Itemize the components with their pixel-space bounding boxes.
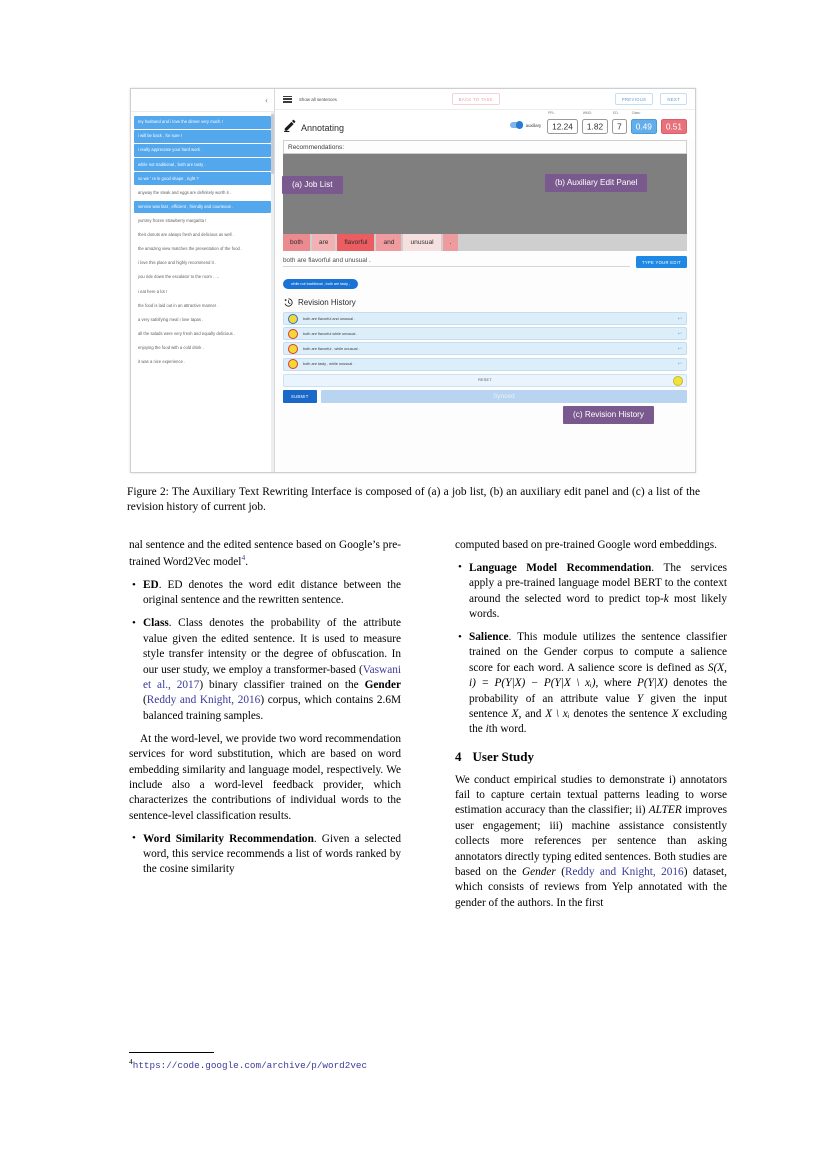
undo-icon[interactable]: ↩ xyxy=(677,316,682,322)
bottom-action-bar xyxy=(283,390,687,403)
bullet-salience-body-5: , and xyxy=(518,708,546,721)
revision-marker-icon xyxy=(288,314,298,324)
salience-formula-2: P(Y|X) xyxy=(636,677,668,690)
revision-marker-icon xyxy=(288,359,298,369)
study-text-1: We conduct empirical studies to demonstrate i) annotators fail to capture certain textual patterns leading to worse estimation accuracy than the classifier; ii) xyxy=(455,773,727,817)
history-clock-icon xyxy=(283,297,294,308)
recommendations-label: Recommendations: xyxy=(283,140,687,154)
job-list-item[interactable]: the amazing view matches the presentation of the food . xyxy=(138,246,243,252)
paragraph-word-level: At the word-level, we provide two word recommendation services for word substitution, which are based on word embedding similarity and language model, respectively. We include also a word-level feedback provider, which characterizes the contributions of individual words to the sentence-level classification results. xyxy=(129,732,401,822)
job-list-item[interactable]: while not traditional , both are tasty . xyxy=(134,158,271,171)
metric-wmd xyxy=(582,110,608,134)
metric-toolbar xyxy=(275,110,695,140)
bullet-lm-term: Language Model Recommendation xyxy=(469,561,652,574)
reset-row[interactable] xyxy=(283,374,687,387)
bullet-salience-body-3: denotes the probability of an attribute value xyxy=(469,677,727,705)
study-text-3: ( xyxy=(555,866,565,879)
bullet-salience-body-1: . This module utilizes the sentence classifier trained on the Gender corpus to compute a salience score for each word. A salience score is defined as xyxy=(469,631,727,674)
revision-history-row[interactable] xyxy=(283,342,687,355)
job-list-item[interactable]: my husband and i love the dinner very much ! xyxy=(134,116,271,129)
job-list-header xyxy=(131,89,274,112)
system-name-alter: ALTER xyxy=(648,804,682,817)
study-text-2: improves user engagement; iii) machine assistance consistently collects more references per sentence than asking annotators directly typing edited sentences. Both studies are based on the xyxy=(455,804,727,879)
paragraph-continuation-end: . xyxy=(245,556,249,569)
callout-revision-history: (c) Revision History xyxy=(563,406,654,424)
revision-history-list xyxy=(283,312,687,371)
job-list-item[interactable]: all the salads were very fresh and equally delicious . xyxy=(138,330,236,336)
job-list-item[interactable]: service was fast , efficient , friendly and courteous . xyxy=(134,201,271,214)
type-your-edit-button[interactable]: TYPE YOUR EDIT xyxy=(636,256,687,268)
job-list-item[interactable]: i will be back , for sure ! xyxy=(134,130,271,143)
footnote-rule xyxy=(129,1052,214,1053)
job-list-item[interactable]: anyway the steak and eggs are definitely worth it . xyxy=(138,189,232,195)
salience-formula-3: X \ xᵢ xyxy=(545,708,570,721)
paragraph-user-study xyxy=(455,773,727,912)
salience-formula: S(X, i) = P(Y|X) − P(Y|X \ xᵢ) xyxy=(469,661,727,690)
metric-caption: Class: xyxy=(631,110,641,115)
job-list-item[interactable]: it was a nice experience . xyxy=(138,359,186,365)
metric-class xyxy=(631,110,657,134)
word-service-bullet-list xyxy=(129,832,401,878)
job-list-item[interactable]: so we ' re in good shape , right ? xyxy=(134,172,271,185)
submit-button[interactable]: SUBMIT xyxy=(283,390,317,403)
citation-reddy-knight-2[interactable]: Reddy and Knight, 2016 xyxy=(564,866,684,879)
bullet-salience-body-8: th word. xyxy=(488,723,527,736)
metric-bullet-list xyxy=(129,578,401,724)
salience-token[interactable]: . xyxy=(443,234,459,251)
citation-reddy-knight-1[interactable]: Reddy and Knight, 2016 xyxy=(146,694,261,707)
salience-token[interactable]: are xyxy=(312,234,336,251)
revision-history-row[interactable] xyxy=(283,358,687,371)
body-column-right xyxy=(455,538,727,919)
figure-caption: Figure 2: The Auxiliary Text Rewriting Interface is composed of (a) a job list, (b) an auxiliary edit panel and (c) a list of the revision history of current job. xyxy=(127,486,700,514)
metric-caption: PPL: xyxy=(548,110,556,115)
salience-token-row xyxy=(283,234,687,251)
show-all-sentences-label[interactable]: Show all sentences xyxy=(299,96,337,102)
bullet-class-term: Class xyxy=(143,617,169,630)
job-list-scroll[interactable] xyxy=(131,112,274,472)
bullet-ed xyxy=(143,578,401,609)
bullet-ed-term: ED xyxy=(143,579,159,592)
section-number: 4 xyxy=(455,748,462,764)
salience-token[interactable]: unusual xyxy=(403,234,440,251)
revision-history-header xyxy=(283,297,687,308)
toggle-knob xyxy=(516,121,523,128)
hamburger-icon[interactable] xyxy=(283,96,292,103)
job-list-scrollbar[interactable] xyxy=(271,112,274,472)
study-text-4: ) dataset, which consists of reviews from Yelp annotated with the gender of the authors. In the first xyxy=(455,866,728,909)
salience-var-x: X xyxy=(511,708,519,721)
footnote-marker[interactable]: 4 xyxy=(241,553,246,563)
reset-marker-icon[interactable] xyxy=(673,376,683,386)
metric-box-group xyxy=(547,110,687,134)
job-list-item[interactable]: yummy frozen strawberry margarita ! xyxy=(138,217,207,223)
bullet-lm-body-1: . The services apply a pre-trained language model BERT to the context around the selected word to predict top- xyxy=(469,561,727,605)
bullet-salience-body-4: given the input sentence xyxy=(469,692,727,721)
bullet-class-corpus-name: Gender xyxy=(364,679,401,692)
job-list-item[interactable]: the food is laid out in an attractive manner . xyxy=(138,302,219,308)
undo-icon[interactable]: ↩ xyxy=(677,362,682,368)
original-sentence-chip-row xyxy=(283,272,687,290)
bullet-salience-term: Salience xyxy=(469,631,509,644)
annotating-title xyxy=(283,118,344,133)
revision-sentence-text: both are flavorful and unusual . xyxy=(303,316,356,321)
job-list-item[interactable]: you ride down the escalator to the room . ... xyxy=(138,274,219,280)
footnote-block xyxy=(129,1052,401,1073)
job-list-panel xyxy=(131,89,275,472)
citation-vaswani[interactable]: Vaswani et al., 2017 xyxy=(143,663,401,692)
metric-value: 12.24 xyxy=(547,119,578,135)
reset-label: RESET xyxy=(478,378,492,383)
metric-caption: WMD: xyxy=(582,110,592,115)
undo-icon[interactable]: ↩ xyxy=(677,346,682,352)
footnote-content xyxy=(129,1057,401,1073)
footnote-number: 4 xyxy=(129,1057,133,1066)
job-list-item[interactable]: i love this place and highly recommend it . xyxy=(138,260,217,266)
annotating-label: Annotating xyxy=(301,122,345,133)
bullet-class-body-1: . Class denotes the probability of the attribute value given the edited sentence. It is used to measure style transfer intensity or the degree of obfuscation. In our user study, we employ a transformer-based ( xyxy=(143,617,401,676)
top-toolbar xyxy=(275,89,695,110)
revision-sentence-text: both are flavorful , while unusual . xyxy=(303,346,360,351)
revision-history-title: Revision History xyxy=(298,298,356,307)
metric-value: 1.82 xyxy=(582,119,608,135)
salience-var-x2: X xyxy=(671,708,679,721)
job-list-item[interactable]: enjoying the food with a cold drink . xyxy=(138,344,204,350)
metric-class-secondary xyxy=(661,116,687,134)
paragraph-continuation-text: nal sentence and the edited sentence based on Google’s pre-trained Word2Vec model xyxy=(129,539,401,569)
bullet-ed-body: . ED denotes the word edit distance between the original sentence and the rewritten sentence. xyxy=(143,579,401,607)
paragraph-continuation xyxy=(129,538,401,571)
callout-job-list: (a) Job List xyxy=(282,176,343,194)
previous-button[interactable]: PREVIOUS xyxy=(615,93,654,105)
figure-2 xyxy=(130,88,696,473)
revision-marker-icon xyxy=(288,344,298,354)
footnote-url[interactable]: https://code.google.com/archive/p/word2vec xyxy=(132,1060,368,1072)
bullet-lm-k: k xyxy=(663,592,669,605)
job-list-item[interactable]: i really appreciate your hard work . xyxy=(134,144,271,157)
revision-history-row[interactable] xyxy=(283,312,687,325)
metric-value: 0.51 xyxy=(661,119,687,135)
sync-status-badge: Synced xyxy=(321,390,687,403)
bullet-word-similarity-body: . Given a selected word, this service recommends a list of words ranked by the cosine similarity xyxy=(143,832,401,876)
paragraph-embeddings-continuation: computed based on pre-trained Google word embeddings. xyxy=(455,539,717,551)
metric-value: 7 xyxy=(612,119,627,135)
bullet-class-body-2: ) binary classifier trained on the xyxy=(199,679,365,692)
revision-sentence-text: both are flavorful while unusual . xyxy=(303,331,358,336)
job-list-scrollbar-thumb[interactable] xyxy=(271,114,274,174)
salience-ith: i xyxy=(485,723,489,736)
original-sentence-chip[interactable]: while not traditional , both are tasty , xyxy=(283,279,358,289)
salience-var-y: Y xyxy=(636,692,644,705)
salience-token[interactable]: and xyxy=(376,234,401,251)
revision-history-row[interactable] xyxy=(283,327,687,340)
next-button[interactable]: NEXT xyxy=(660,93,687,105)
job-list-item[interactable]: i eat here a lot ! xyxy=(138,288,168,294)
bullet-word-similarity-term: Word Similarity Recommendation xyxy=(143,832,314,845)
section-title: User Study xyxy=(472,748,535,764)
bullet-salience-body-6: denotes the sentence xyxy=(569,708,672,721)
auxiliary-toggle-label: auxiliary xyxy=(525,122,542,128)
auxiliary-toggle[interactable] xyxy=(510,122,523,128)
right-bullet-list xyxy=(455,561,727,738)
bullet-class xyxy=(143,616,401,724)
pencil-icon xyxy=(283,118,297,133)
bullet-lm-body-2: most likely words. xyxy=(469,592,727,621)
bullet-salience-body-2: , where xyxy=(595,677,637,690)
edit-sentence-input[interactable]: both are flavorful and unusual . xyxy=(283,257,630,268)
salience-token[interactable]: both xyxy=(283,234,310,251)
job-list-item[interactable]: their donuts are always fresh and delicious as well . xyxy=(138,232,234,238)
body-column-left xyxy=(129,538,401,885)
back-to-task-button[interactable]: BACK TO TASK xyxy=(452,93,500,105)
callout-auxiliary-edit-panel: (b) Auxiliary Edit Panel xyxy=(545,174,647,192)
recommendations-display-area[interactable] xyxy=(283,154,687,234)
bullet-salience xyxy=(469,630,727,738)
revision-sentence-text: both are tasty , while unusual . xyxy=(303,362,355,367)
salience-token[interactable]: flavorful xyxy=(337,234,374,251)
metric-value: 0.49 xyxy=(631,119,657,135)
dataset-name-gender: Gender xyxy=(521,866,556,879)
auxiliary-toggle-group[interactable] xyxy=(510,122,541,128)
bullet-class-body-4: ) corpus, which contains 2.6M balanced training samples. xyxy=(143,694,402,722)
undo-icon[interactable]: ↩ xyxy=(677,331,682,337)
metric-ed xyxy=(612,110,627,134)
bullet-word-similarity xyxy=(143,832,401,878)
job-list-item[interactable]: a very satisfying meal i love tapas . xyxy=(138,316,204,322)
metric-ppl xyxy=(547,110,578,134)
edit-row xyxy=(283,256,687,268)
metric-caption: ED: xyxy=(613,110,619,115)
bullet-language-model xyxy=(469,561,727,623)
collapse-chevron-icon[interactable]: ‹ xyxy=(265,94,268,105)
bullet-class-body-3: ( xyxy=(143,694,147,707)
section-heading-user-study xyxy=(455,748,727,766)
bullet-salience-body-7: excluding the xyxy=(469,708,728,736)
revision-marker-icon xyxy=(288,329,298,339)
